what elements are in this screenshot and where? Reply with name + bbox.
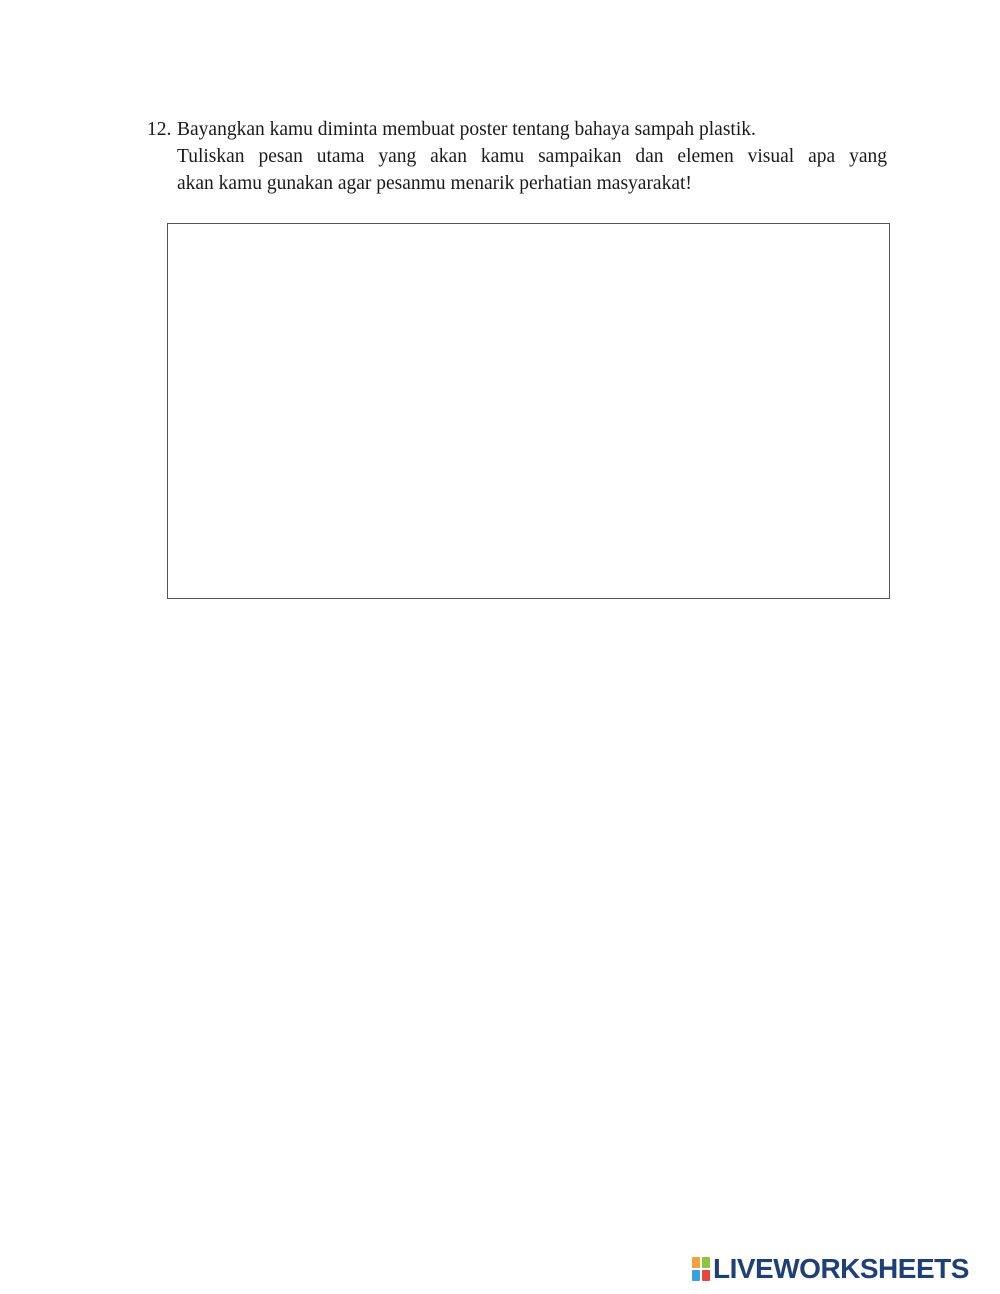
question-number: 12. <box>147 119 172 140</box>
question-block <box>147 116 887 197</box>
logo-mark-tile-v <box>692 1270 700 1281</box>
answer-box[interactable] <box>167 223 890 599</box>
logo-text: LIVEWORKSHEETS <box>713 1253 969 1284</box>
question-line-3: akan kamu gunakan agar pesanmu menarik perhatian masyarakat! <box>177 173 692 194</box>
liveworksheets-logo <box>692 1254 969 1284</box>
question-text <box>177 116 887 197</box>
logo-mark-tile-i <box>702 1257 710 1268</box>
liveworksheets-logo-icon <box>692 1257 710 1281</box>
question-line-1: Bayangkan kamu diminta membuat poster tentang bahaya sampah plastik. <box>177 119 756 140</box>
logo-mark-tile-e <box>702 1270 710 1281</box>
question-row <box>147 116 887 197</box>
logo-mark-tile-l <box>692 1257 700 1268</box>
question-line-2: Tuliskan pesan utama yang akan kamu sampaikan dan elemen visual apa yang <box>177 146 887 167</box>
